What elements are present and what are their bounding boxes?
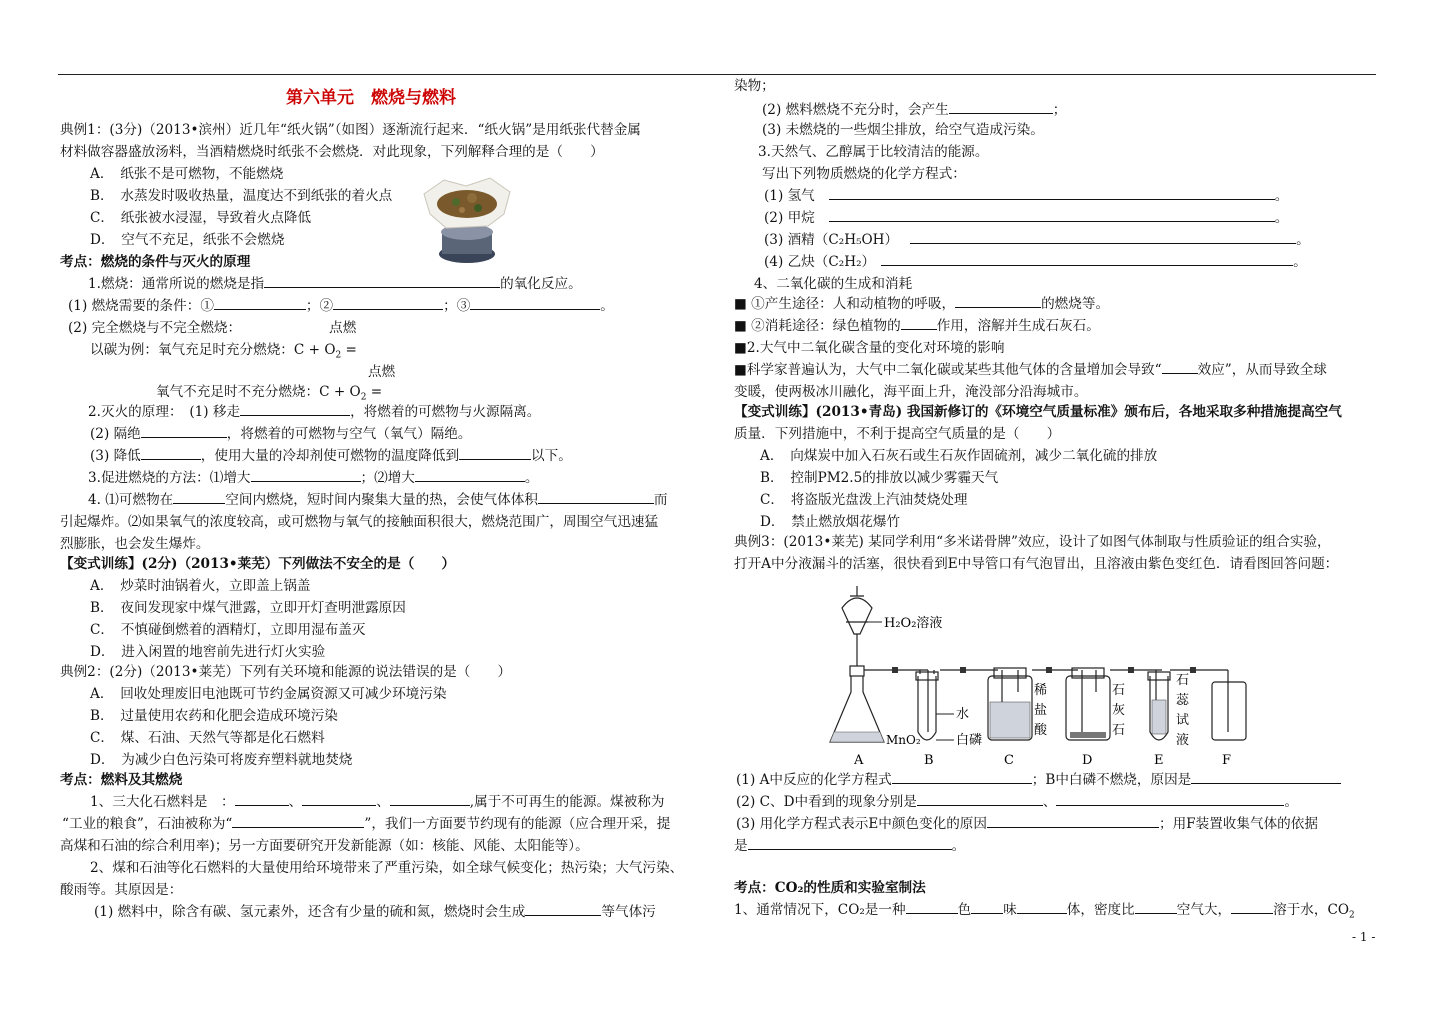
- blank: [232, 814, 364, 828]
- label-lime-3: 石: [1112, 723, 1126, 738]
- insufficient-oxygen: 氧气不充足时不充分燃烧：$C + O_2$ =: [156, 384, 383, 403]
- variant2-option-d: D． 禁止燃放烟花爆竹: [760, 514, 901, 530]
- blank: [748, 836, 952, 850]
- eq-hydrogen: (1) 氢气 。: [764, 188, 1289, 204]
- eq-methane: (2) 甲烷 。: [764, 210, 1289, 226]
- variant1-option-b: B． 夜间发现家中煤气泄露，立即开灯查明泄露原因: [90, 600, 406, 616]
- explosion-cont2: 烈膨胀，也会发生爆炸。: [60, 536, 210, 552]
- label-acid-2: 盐: [1034, 703, 1048, 718]
- blank: [1135, 900, 1177, 914]
- blank: [987, 814, 1159, 828]
- co2-source: ■ ①产生途径：人和动植物的呼吸， 的燃烧等。: [734, 296, 1110, 312]
- example1-question-cont: 材料做容器盛放汤料，当酒精燃烧时纸张不会燃烧．对此现象，下列解释合理的是（ ）: [60, 144, 604, 160]
- eq-acetylene: (4) 乙炔（C₂H₂） 。: [764, 254, 1307, 270]
- blank: [1017, 900, 1067, 914]
- label-b: B: [924, 753, 934, 768]
- blank: [240, 402, 350, 416]
- complete-incomplete: (2) 完全燃烧与不完全燃烧： 点燃: [68, 320, 357, 336]
- co2-environment: ■2.大气中二氧化碳含量的变化对环境的影响: [734, 340, 1005, 356]
- label-litmus-2: 蕊: [1176, 693, 1190, 708]
- blank: [538, 490, 654, 504]
- blank: [955, 294, 1041, 308]
- blank: [459, 446, 531, 460]
- label-h2o2: H₂O₂溶液: [884, 616, 943, 631]
- blank: [525, 902, 601, 916]
- new-energy: 高煤和石油的综合利用率)；另一方面要研究开发新能源（如：核能、风能、太阳能等）。: [60, 838, 589, 854]
- topic-heading-co2: 考点：CO₂的性质和实验室制法: [734, 880, 926, 896]
- label-a: A: [854, 753, 864, 768]
- extinguish-isolate: (2) 隔绝 ，将燃着的可燃物与空气（氧气）隔绝。: [90, 426, 472, 442]
- example1-option-c: C． 纸张被水浸湿，导致着火点降低: [90, 210, 312, 226]
- unit-title: 第六单元 燃烧与燃料: [286, 88, 456, 108]
- label-mno2: MnO₂: [886, 733, 921, 747]
- blank: [1162, 360, 1198, 374]
- label-c: C: [1004, 753, 1014, 768]
- variant2-option-a: A． 向煤炭中加入石灰石或生石灰作固硫剂，减少二氧化硫的排放: [760, 448, 1158, 464]
- coal-petroleum: “工业的粮食”，石油被称为“ ”，我们一方面要节约现有的能源（应合理开采，提: [62, 816, 671, 832]
- variant-training-1: 【变式训练】(2分)（2013•莱芜）下列做法不安全的是（ ）: [60, 556, 456, 572]
- blank: [1231, 900, 1273, 914]
- blank: [470, 296, 600, 310]
- blank: [390, 792, 470, 806]
- blank: [829, 186, 1275, 200]
- explosion-cont: 引起爆炸。⑵如果氧气的浓度较高，或可燃物与氧气的接触面积很大，燃烧范围广，周围空气迅速猛: [60, 514, 659, 530]
- label-litmus-4: 液: [1176, 733, 1190, 748]
- blank: [264, 274, 500, 288]
- write-equations: 写出下列物质燃烧的化学方程式：: [762, 166, 966, 182]
- q2-line: (2) C、D中看到的现象分别是 、 。: [736, 794, 1299, 810]
- pollutants-cont: 染物；: [734, 78, 775, 94]
- extinguish-lower: (3) 降低 ，使用大量的冷却剂使可燃物的温度降低到 以下。: [90, 448, 572, 464]
- example2-option-b: B． 过量使用农药和化肥会造成环境污染: [90, 708, 338, 724]
- label-e: E: [1154, 753, 1164, 768]
- paper-hotpot-photo: [420, 174, 514, 266]
- label-acid-3: 酸: [1034, 723, 1048, 738]
- blank: [251, 468, 361, 482]
- blank: [971, 900, 1003, 914]
- example1-question: 典例1：(3分)（2013•滨州）近几年“纸火锅”（如图）逐渐流行起来．“纸火锅”是用纸张代替金属: [60, 122, 641, 138]
- experiment-apparatus-diagram: [820, 582, 1250, 770]
- blank: [235, 792, 289, 806]
- greenhouse: ■科学家普遍认为，大气中二氧化碳或某些其他气体的含量增加会导致“ 效应”，从而导致全球: [734, 362, 1327, 378]
- top-rule: [58, 74, 1376, 75]
- blank: [910, 230, 1296, 244]
- blank: [906, 900, 958, 914]
- clean-energy: 3.天然气、乙醇属于比较清洁的能源。: [758, 144, 989, 160]
- blank: [141, 446, 201, 460]
- eq-ethanol: (3) 酒精（C₂H₅OH） 。: [764, 232, 1310, 248]
- label-lime-1: 石: [1112, 683, 1126, 698]
- q1-line: (1) A中反应的化学方程式 ；B中白磷不燃烧，原因是: [736, 770, 1341, 790]
- blank: [901, 316, 937, 330]
- example1-option-a: A． 纸张不是可燃物，不能燃烧: [90, 166, 284, 182]
- pollution-intro: 2、煤和石油等化石燃料的大量使用给环境带来了严重污染，如全球气候变化；热污染；大气污染、: [90, 860, 684, 876]
- variant2-question-cont: 质量．下列措施中，不利于提高空气质量的是（ ）: [734, 426, 1061, 442]
- fuel-sulfur: (1) 燃料中，除含有碳、氢元素外，还含有少量的硫和氮，燃烧时会生成 等气体污: [94, 904, 656, 920]
- variant1-option-c: C． 不慎碰倒燃着的酒精灯，立即用湿布盖灭: [90, 622, 366, 638]
- example1-option-b: B． 水蒸发时吸收热量，温度达不到纸张的着火点: [90, 188, 393, 204]
- q3-cont: 是 。: [734, 838, 966, 854]
- example2-option-c: C． 煤、石油、天然气等都是化石燃料: [90, 730, 325, 746]
- label-lime-2: 灰: [1112, 703, 1126, 718]
- blank: [333, 296, 443, 310]
- blank: [141, 424, 227, 438]
- blank: [1056, 792, 1284, 806]
- variant1-option-a: A． 炒菜时油锅着火，立即盖上锅盖: [90, 578, 311, 594]
- greenhouse-cont: 变暖，使两极冰川融化，海平面上升，淹没部分沿海城市。: [734, 384, 1088, 400]
- co2-properties: 1、通常情况下，CO₂是一种 色 味 体，密度比 空气大， 溶于水，$CO_2$: [734, 902, 1355, 921]
- promote-combustion: 3.促进燃烧的方法：⑴增大 ；⑵增大 。: [88, 470, 539, 486]
- blank: [892, 770, 1032, 784]
- soot-pollution: (3) 未燃烧的一些烟尘排放，给空气造成污染。: [762, 122, 1044, 138]
- blank: [881, 252, 1293, 266]
- blank: [1191, 770, 1341, 784]
- extinguish-principle: 2.灭火的原理： (1) 移走 ，将燃着的可燃物与火源隔离。: [88, 404, 541, 420]
- blank: [829, 208, 1275, 222]
- explosion-point: 4. ⑴可燃物在 空间内燃烧，短时间内聚集大量的热，会使气体体积 而: [88, 492, 668, 508]
- label-litmus-1: 石: [1176, 673, 1190, 688]
- example3-question: 典例3：(2013•莱芜) 某同学利用“多米诺骨牌”效应，设计了如图气体制取与性质验证的组合实验，: [734, 534, 1331, 550]
- page-number: - 1 -: [1352, 930, 1376, 944]
- variant2-option-b: B． 控制PM2.5的排放以减少雾霾天气: [760, 470, 999, 486]
- ignite-label: 点燃: [368, 364, 396, 380]
- topic-heading-fuels: 考点：燃料及其燃烧: [60, 772, 183, 788]
- label-acid-1: 稀: [1034, 683, 1048, 698]
- topic-heading-combustion: 考点：燃烧的条件与灭火的原理: [60, 254, 251, 270]
- blank: [917, 792, 1043, 806]
- variant2-option-c: C． 将盗版光盘泼上汽油焚烧处理: [760, 492, 968, 508]
- blank: [949, 100, 1053, 114]
- co2-consumption: ■ ②消耗途径：绿色植物的 作用，溶解并生成石灰石。: [734, 318, 1100, 334]
- sufficient-oxygen: 以碳为例：氧气充足时充分燃烧：$C + O_2$ =: [90, 342, 357, 361]
- example2-question: 典例2：(2分)（2013•莱芜）下列有关环境和能源的说法错误的是（ ）: [60, 664, 512, 680]
- example2-option-a: A． 回收处理废旧电池既可节约金属资源又可减少环境污染: [90, 686, 447, 702]
- example2-option-d: D． 为减少白色污染可将废弃塑料就地焚烧: [90, 752, 353, 768]
- variant1-option-d: D． 进入闲置的地窖前先进行灯火实验: [90, 644, 326, 660]
- variant-training-2: 【变式训练】(2013•青岛) 我国新修订的《环境空气质量标准》颁布后，各地采取多种措施提高空气: [734, 404, 1342, 420]
- combustion-definition: 1.燃烧：通常所说的燃烧是指 的氧化反应。: [88, 276, 582, 292]
- incomplete-combustion-product: (2) 燃料燃烧不充分时，会产生 ；: [762, 102, 1067, 118]
- fossil-fuels: 1、三大化石燃料是 ： 、 、 ,属于不可再生的能源。煤被称为: [90, 794, 665, 810]
- pollution-reason: 酸雨等。其原因是：: [60, 882, 183, 898]
- label-water: 水: [956, 707, 970, 722]
- label-f: F: [1222, 753, 1232, 768]
- example3-question-cont: 打开A中分液漏斗的活塞，很快看到E中导管口有气泡冒出，且溶液由紫色变红色．请看图回答问题：: [734, 556, 1339, 572]
- example1-option-d: D． 空气不充足，纸张不会燃烧: [90, 232, 285, 248]
- combustion-conditions: (1) 燃烧需要的条件：① ；② ；③ 。: [68, 298, 614, 314]
- label-litmus-3: 试: [1176, 713, 1190, 728]
- blank: [214, 296, 306, 310]
- blank: [415, 468, 525, 482]
- blank: [173, 490, 225, 504]
- q3-line: (3) 用化学方程式表示E中颜色变化的原因 ；用F装置收集气体的依据: [736, 816, 1318, 832]
- label-phosphorus: 白磷: [956, 733, 983, 748]
- label-d: D: [1082, 753, 1093, 768]
- blank: [302, 792, 376, 806]
- co2-heading: 4、二氧化碳的生成和消耗: [754, 276, 913, 292]
